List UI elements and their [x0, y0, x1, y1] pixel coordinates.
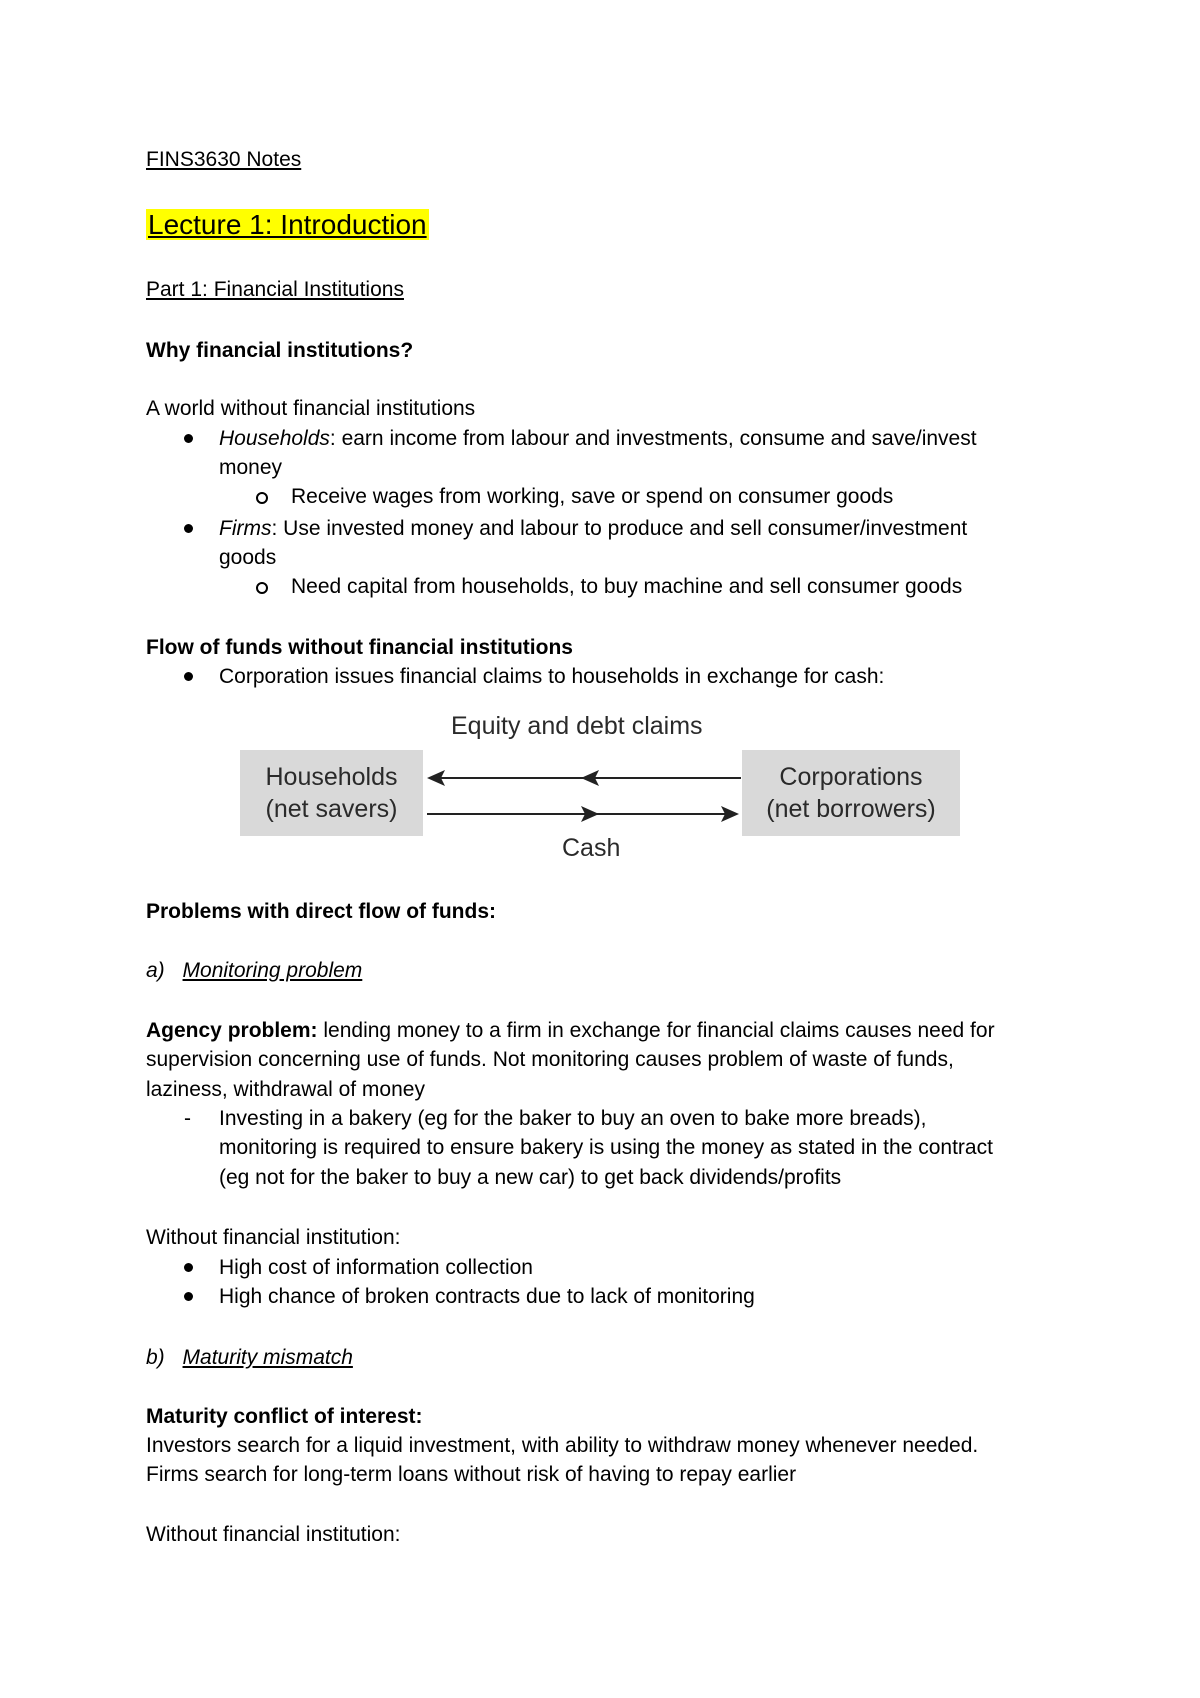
lecture-title: Lecture 1: Introduction — [148, 209, 427, 240]
a-title: Monitoring problem — [182, 959, 363, 982]
bullet-icon — [184, 1292, 193, 1301]
households-box-line1: Households — [265, 763, 398, 791]
corporations-box-line1: Corporations — [779, 763, 923, 791]
dash-line-2: monitoring is required to ensure bakery is using the money as stated in the contract — [219, 1136, 993, 1159]
households-sub: Receive wages from working, save or spend on consumer goods — [291, 485, 894, 508]
flow-arrows — [423, 750, 743, 836]
firms-text: : Use invested money and labour to produce and sell consumer/investment — [271, 517, 968, 540]
lecture-title-wrap — [146, 208, 429, 242]
firms-label: Firms — [219, 517, 272, 540]
households-line-1 — [219, 425, 977, 453]
bullet-icon — [184, 1263, 193, 1272]
part-title: Part 1: Financial Institutions — [146, 278, 404, 301]
maturity-line-2: Firms search for long-term loans without risk of having to repay earlier — [146, 1463, 797, 1486]
bullet-icon — [184, 672, 193, 681]
a-marker: a) — [146, 959, 165, 982]
flow-of-funds-diagram — [240, 712, 960, 868]
corporations-box-line2: (net borrowers) — [766, 795, 936, 823]
section-b — [146, 1344, 353, 1372]
agency-line-1 — [146, 1017, 995, 1045]
diagram-top-label: Equity and debt claims — [451, 712, 703, 740]
without-fi-2: Without financial institution: — [146, 1523, 401, 1546]
dash-line-3: (eg not for the baker to buy a new car) to get back dividends/profits — [219, 1166, 842, 1189]
agency-line-3: laziness, withdrawal of money — [146, 1078, 425, 1101]
maturity-heading: Maturity conflict of interest: — [146, 1405, 423, 1428]
circle-bullet-icon — [256, 582, 268, 594]
b-marker: b) — [146, 1346, 165, 1369]
firms-line-1 — [219, 515, 967, 543]
agency-text: lending money to a firm in exchange for financial claims causes need for — [317, 1019, 995, 1042]
problems-heading: Problems with direct flow of funds: — [146, 900, 497, 923]
bullet-icon — [184, 434, 193, 443]
firms-sub: Need capital from households, to buy machine and sell consumer goods — [291, 575, 963, 598]
households-line-2: money — [219, 456, 283, 479]
bullet-broken: High chance of broken contracts due to lack of monitoring — [219, 1285, 755, 1308]
diagram-bottom-label: Cash — [562, 834, 621, 862]
course-title: FINS3630 Notes — [146, 148, 302, 171]
dash-line-1: Investing in a bakery (eg for the baker to buy an oven to bake more breads), — [219, 1107, 927, 1130]
circle-bullet-icon — [256, 492, 268, 504]
why-heading: Why financial institutions? — [146, 339, 414, 362]
corporations-box — [742, 750, 960, 836]
world-without: A world without financial institutions — [146, 397, 476, 420]
agency-label: Agency problem: — [146, 1019, 318, 1042]
b-title: Maturity mismatch — [182, 1346, 353, 1369]
dash-marker: - — [184, 1107, 191, 1130]
section-a — [146, 957, 362, 985]
bullet-cost: High cost of information collection — [219, 1256, 533, 1279]
households-label: Households — [219, 427, 330, 450]
maturity-line-1: Investors search for a liquid investment, with ability to withdraw money whenever needed. — [146, 1434, 979, 1457]
households-box — [240, 750, 423, 836]
flow-bullet: Corporation issues financial claims to households in exchange for cash: — [219, 665, 885, 688]
households-text: : earn income from labour and investments, consume and save/invest — [329, 427, 977, 450]
firms-line-2: goods — [219, 546, 277, 569]
bullet-icon — [184, 524, 193, 533]
flow-heading: Flow of funds without financial institutions — [146, 636, 573, 659]
without-fi-1: Without financial institution: — [146, 1226, 401, 1249]
agency-line-2: supervision concerning use of funds. Not monitoring causes problem of waste of funds, — [146, 1048, 954, 1071]
households-box-line2: (net savers) — [265, 795, 398, 823]
